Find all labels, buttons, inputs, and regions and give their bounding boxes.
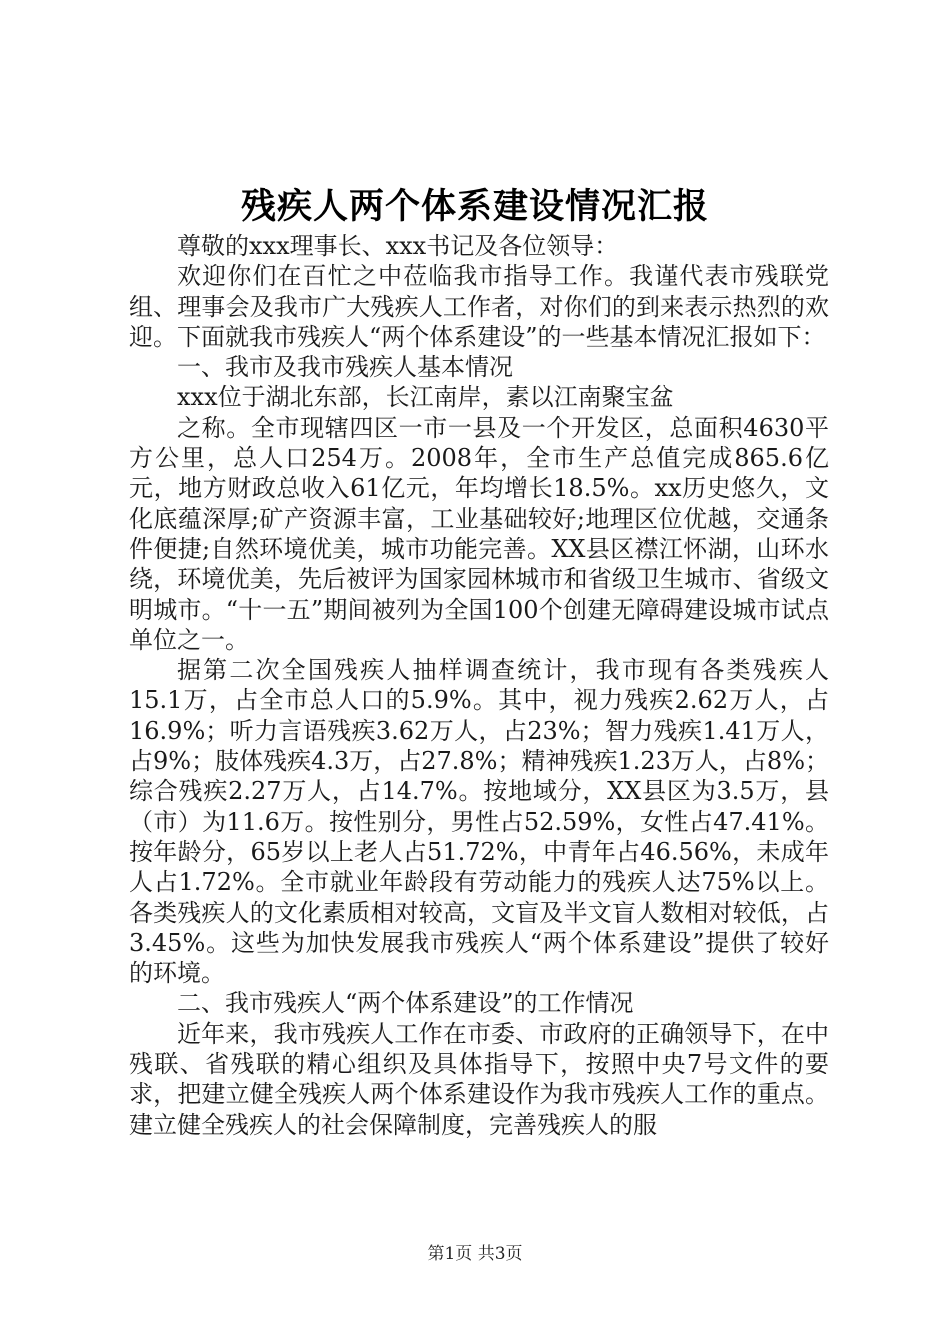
document-body [129, 231, 829, 1140]
paragraph-city-overview: 之称。全市现辖四区一市一县及一个开发区，总面积4630平方公里，总人口254万。2008年，全市生产总值完成865.6亿元，地方财政总收入61亿元，年均增长18.5%。xx历史悠久，文化底蕴深厚;矿产资源丰富，工业基础较好;地理区位优越，交通条件便捷;自然环境优美，城市功能完善。XX县区襟江怀湖，山环水绕，环境优美，先后被评为国家园林城市和省级卫生城市、省级文明城市。“十一五”期间被列为全国100个创建无障碍建设城市试点单位之一。 [129, 413, 829, 654]
paragraph-work-overview: 近年来，我市残疾人工作在市委、市政府的正确领导下，在中残联、省残联的精心组织及具体指导下，按照中央7号文件的要求，把建立健全残疾人两个体系建设作为我市残疾人工作的重点。建立健全残疾人的社会保障制度，完善残疾人的服 [129, 1019, 829, 1139]
page-footer: 第1页 共3页 [427, 1244, 523, 1264]
section-heading-1: 一、我市及我市残疾人基本情况 [177, 353, 513, 382]
section-heading-2: 二、我市残疾人“两个体系建设”的工作情况 [177, 989, 634, 1018]
paragraph-salutation: 尊敬的xxx理事长、xxx书记及各位领导： [177, 232, 619, 260]
document-title: 残疾人两个体系建设情况汇报 [240, 186, 709, 227]
paragraph-city-location: xxx位于湖北东部，长江南岸，素以江南聚宝盆 [177, 383, 674, 412]
paragraph-welcome: 欢迎你们在百忙之中莅临我市指导工作。我谨代表市残联党组、理事会及我市广大残疾人工作者，对你们的到来表示热烈的欢迎。下面就我市残疾人“两个体系建设”的一些基本情况汇报如下： [129, 262, 829, 351]
paragraph-disability-statistics: 据第二次全国残疾人抽样调查统计，我市现有各类残疾人15.1万，占全市总人口的5.9%。其中，视力残疾2.62万人，占16.9%；听力言语残疾3.62万人，占23%；智力残疾1.41万人，占9%；肢体残疾4.3万，占27.8%；精神残疾1.23万人，占8%；综合残疾2.27万人，占14.7%。按地域分，XX县区为3.5万，县（市）为11.6万。按性别分，男性占52.59%，女性占47.41%。按年龄分，65岁以上老人占51.72%，中青年占46.56%，未成年人占1.72%。全市就业年龄段有劳动能力的残疾人达75%以上。各类残疾人的文化素质相对较高，文盲及半文盲人数相对较低，占3.45%。这些为加快发展我市残疾人“两个体系建设”提供了较好的环境。 [129, 656, 829, 988]
